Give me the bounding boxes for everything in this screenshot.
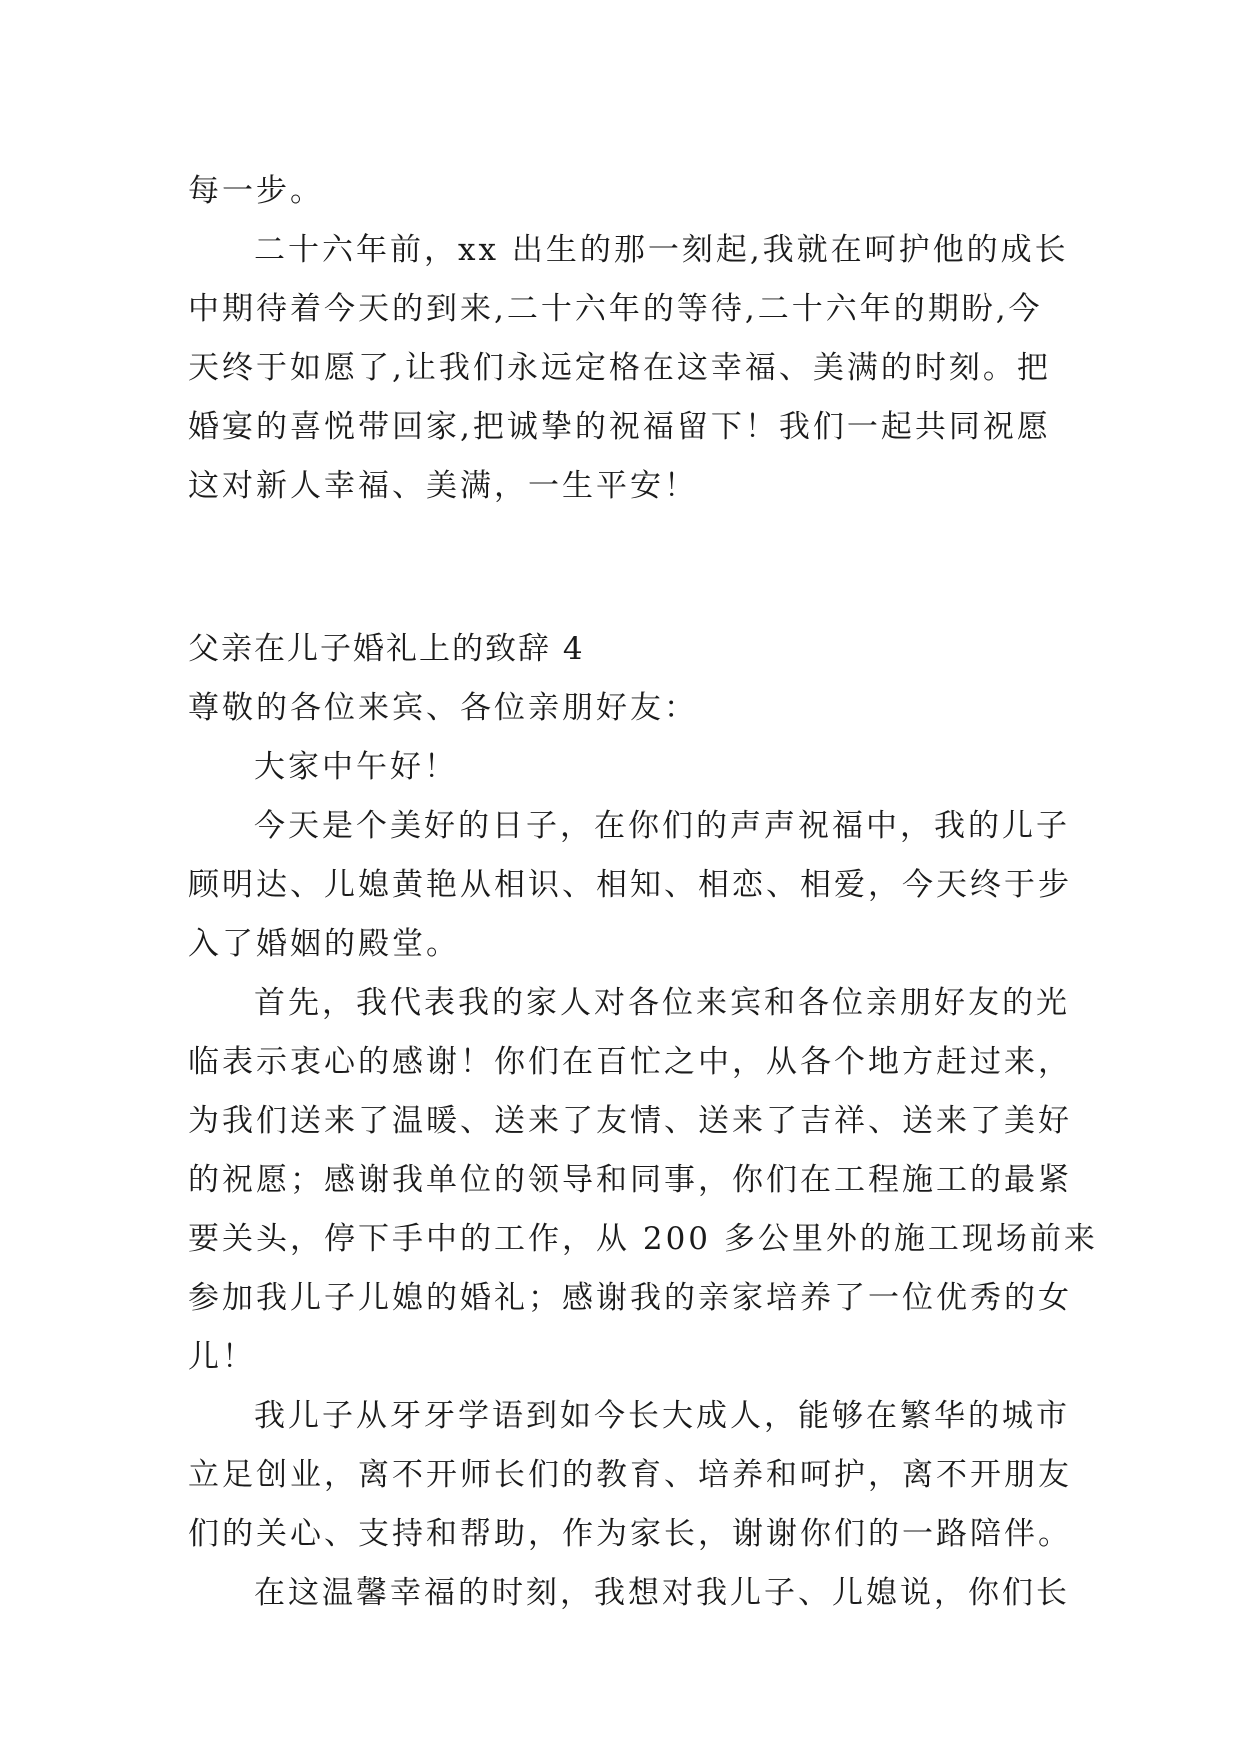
text-line: 二十六年前，xx 出生的那一刻起,我就在呵护他的成长 <box>254 232 1069 268</box>
text-line: 每一步。 <box>188 173 324 209</box>
document-body <box>188 162 1098 1623</box>
text-line: 要关头，停下手中的工作，从 200 多公里外的施工现场前来 <box>188 1221 1098 1257</box>
text-line: 我儿子从牙牙学语到如今长大成人，能够在繁华的城市 <box>254 1398 1070 1434</box>
text-line: 入了婚姻的殿堂。 <box>188 926 460 962</box>
section-title: 父亲在儿子婚礼上的致辞 4 <box>188 631 585 667</box>
text-line: 首先，我代表我的家人对各位来宾和各位亲朋好友的光 <box>254 985 1070 1021</box>
text-line: 今天是个美好的日子，在你们的声声祝福中，我的儿子 <box>254 808 1070 844</box>
text-line: 立足创业，离不开师长们的教育、培养和呵护，离不开朋友 <box>188 1457 1072 1493</box>
salutation: 尊敬的各位来宾、各位亲朋好友： <box>188 690 698 726</box>
greeting: 大家中午好！ <box>254 749 458 785</box>
text-line: 顾明达、儿媳黄艳从相识、相知、相恋、相爱，今天终于步 <box>188 867 1072 903</box>
text-line: 天终于如愿了,让我们永远定格在这幸福、美满的时刻。把 <box>188 350 1051 386</box>
text-line: 中期待着今天的到来,二十六年的等待,二十六年的期盼,今 <box>188 291 1043 327</box>
text-line: 在这温馨幸福的时刻，我想对我儿子、儿媳说，你们长 <box>254 1575 1070 1611</box>
text-line: 为我们送来了温暖、送来了友情、送来了吉祥、送来了美好 <box>188 1103 1072 1139</box>
text-line: 临表示衷心的感谢！你们在百忙之中，从各个地方赶过来， <box>188 1044 1072 1080</box>
section-gap <box>188 516 1068 620</box>
text-line: 们的关心、支持和帮助，作为家长，谢谢你们的一路陪伴。 <box>188 1516 1072 1552</box>
text-line: 参加我儿子儿媳的婚礼；感谢我的亲家培养了一位优秀的女 <box>188 1280 1072 1316</box>
text-line: 这对新人幸福、美满，一生平安！ <box>188 468 698 504</box>
text-line: 婚宴的喜悦带回家,把诚挚的祝福留下！我们一起共同祝愿 <box>188 409 1051 445</box>
text-line: 儿！ <box>188 1339 256 1375</box>
text-line: 的祝愿；感谢我单位的领导和同事，你们在工程施工的最紧 <box>188 1162 1072 1198</box>
